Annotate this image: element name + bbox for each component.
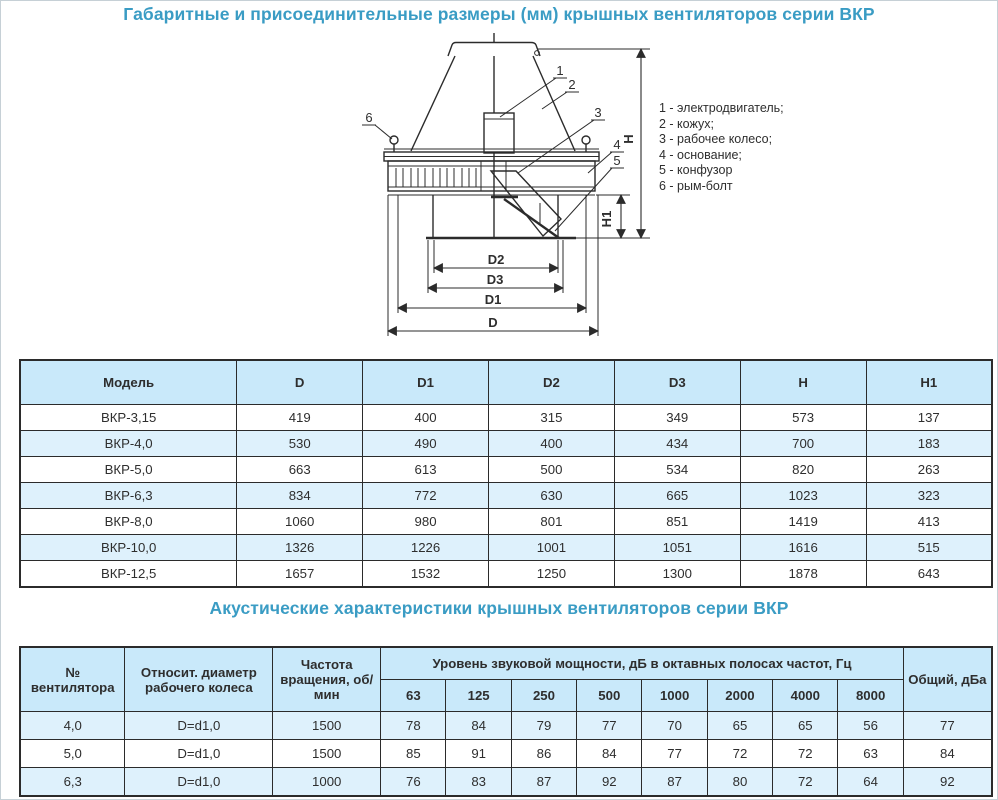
column-header-total: Общий, дБа — [903, 647, 992, 712]
dim-label-h1: H1 — [599, 210, 614, 228]
table-cell: 72 — [773, 768, 838, 797]
table-cell: 772 — [363, 483, 489, 509]
column-header-model: Модель — [20, 360, 237, 405]
part-label-2: 2 — [568, 77, 576, 92]
table-cell: 85 — [381, 740, 446, 768]
column-header-freq-1000: 1000 — [642, 680, 707, 712]
table-cell: 530 — [237, 431, 363, 457]
column-header-freq-125: 125 — [446, 680, 511, 712]
fan-drawing-svg — [348, 27, 660, 351]
table-cell: ВКР-4,0 — [20, 431, 237, 457]
column-header-freq-4000: 4000 — [773, 680, 838, 712]
table-cell: 72 — [773, 740, 838, 768]
column-header-sound-power-group: Уровень звуковой мощности, дБ в октавных полосах частот, Гц — [381, 647, 904, 680]
table-cell: 1878 — [740, 561, 866, 588]
column-header-freq-63: 63 — [381, 680, 446, 712]
table-cell: 1500 — [273, 712, 381, 740]
table-cell: 137 — [866, 405, 992, 431]
table-cell: 76 — [381, 768, 446, 797]
dimensions-table-body — [20, 405, 992, 588]
acoustic-table-body — [20, 712, 992, 797]
table-cell: 78 — [381, 712, 446, 740]
table-row — [20, 712, 992, 740]
table-cell: ВКР-3,15 — [20, 405, 237, 431]
table-cell: 630 — [488, 483, 614, 509]
table-cell: 500 — [488, 457, 614, 483]
table-cell: 315 — [488, 405, 614, 431]
fan-drawing — [348, 27, 660, 351]
table-cell: 77 — [577, 712, 642, 740]
table-cell: 56 — [838, 712, 903, 740]
column-header-d: D — [237, 360, 363, 405]
column-header-fan-number — [20, 647, 125, 712]
page-title-dimensions: Габаритные и присоединительные размеры (мм) крышных вентиляторов серии ВКР — [123, 4, 875, 24]
table-cell: 1000 — [273, 768, 381, 797]
table-cell: 92 — [903, 768, 992, 797]
table-cell: 65 — [773, 712, 838, 740]
legend-item: 5 - конфузор — [659, 163, 733, 178]
table-cell: 92 — [577, 768, 642, 797]
table-cell: 263 — [866, 457, 992, 483]
table-row — [20, 509, 992, 535]
dim-label-d3: D3 — [486, 272, 504, 287]
table-cell: 84 — [446, 712, 511, 740]
column-header-h1: H1 — [866, 360, 992, 405]
table-cell: 400 — [363, 405, 489, 431]
column-header-freq-2000: 2000 — [707, 680, 772, 712]
table-row — [20, 535, 992, 561]
table-cell: 183 — [866, 431, 992, 457]
table-cell: 1419 — [740, 509, 866, 535]
column-header-h: H — [740, 360, 866, 405]
part-label-5: 5 — [613, 153, 621, 168]
table-cell: ВКР-12,5 — [20, 561, 237, 588]
legend-item: 2 - кожух; — [659, 116, 714, 131]
table-cell: 1250 — [488, 561, 614, 588]
dimensions-table-header-row — [20, 360, 992, 405]
table-cell: 573 — [740, 405, 866, 431]
table-cell: 1226 — [363, 535, 489, 561]
legend-item: 1 - электродвигатель; — [659, 101, 784, 115]
table-cell: 77 — [903, 712, 992, 740]
table-cell: 79 — [511, 712, 576, 740]
legend-item: 3 - рабочее колесо; — [659, 132, 773, 147]
table-cell: 1001 — [488, 535, 614, 561]
table-cell: 65 — [707, 712, 772, 740]
table-row — [20, 431, 992, 457]
legend-item: 6 - рым-болт — [659, 178, 733, 193]
dim-label-h: H — [621, 134, 636, 144]
table-row — [20, 768, 992, 797]
table-cell: 980 — [363, 509, 489, 535]
table-cell: 1051 — [614, 535, 740, 561]
table-cell: 434 — [614, 431, 740, 457]
table-cell: 77 — [642, 740, 707, 768]
table-cell: 84 — [903, 740, 992, 768]
part-label-1: 1 — [556, 63, 564, 78]
column-header-d2: D2 — [488, 360, 614, 405]
table-cell: 851 — [614, 509, 740, 535]
table-cell: D=d1,0 — [125, 712, 273, 740]
table-cell: 91 — [446, 740, 511, 768]
column-header-freq-8000: 8000 — [838, 680, 903, 712]
table-row — [20, 405, 992, 431]
table-cell: 613 — [363, 457, 489, 483]
table-cell: 63 — [838, 740, 903, 768]
table-cell: 86 — [511, 740, 576, 768]
table-cell: 663 — [237, 457, 363, 483]
table-cell: 515 — [866, 535, 992, 561]
table-row — [20, 740, 992, 768]
table-cell: 801 — [488, 509, 614, 535]
table-cell: 820 — [740, 457, 866, 483]
part-label-3: 3 — [594, 105, 602, 120]
table-cell: 80 — [707, 768, 772, 797]
table-cell: 1532 — [363, 561, 489, 588]
table-cell: 1300 — [614, 561, 740, 588]
table-cell: 87 — [511, 768, 576, 797]
column-header-freq-250: 250 — [511, 680, 576, 712]
table-cell: 5,0 — [20, 740, 125, 768]
table-cell: 4,0 — [20, 712, 125, 740]
table-row — [20, 457, 992, 483]
column-header-fan-number-label: № вентилятора — [30, 664, 115, 695]
table-cell: 1500 — [273, 740, 381, 768]
table-cell: ВКР-8,0 — [20, 509, 237, 535]
table-cell: 6,3 — [20, 768, 125, 797]
table-cell: 70 — [642, 712, 707, 740]
table-cell: 834 — [237, 483, 363, 509]
table-row — [20, 483, 992, 509]
table-cell: 419 — [237, 405, 363, 431]
table-cell: 64 — [838, 768, 903, 797]
column-header-freq-500: 500 — [577, 680, 642, 712]
table-cell: 534 — [614, 457, 740, 483]
dim-label-d2: D2 — [487, 252, 505, 267]
table-cell: ВКР-5,0 — [20, 457, 237, 483]
page-title-acoustic: Акустические характеристики крышных вентиляторов серии ВКР — [209, 598, 789, 618]
part-label-6: 6 — [365, 110, 373, 125]
table-cell: 1326 — [237, 535, 363, 561]
table-cell: 323 — [866, 483, 992, 509]
table-cell: 349 — [614, 405, 740, 431]
table-cell: 643 — [866, 561, 992, 588]
table-cell: 1657 — [237, 561, 363, 588]
column-header-d1: D1 — [363, 360, 489, 405]
acoustic-table — [19, 646, 993, 797]
table-cell: 700 — [740, 431, 866, 457]
table-cell: 400 — [488, 431, 614, 457]
dim-label-d: D — [488, 315, 498, 330]
table-cell: D=d1,0 — [125, 740, 273, 768]
table-cell: 1023 — [740, 483, 866, 509]
table-cell: 72 — [707, 740, 772, 768]
table-cell: ВКР-6,3 — [20, 483, 237, 509]
dimensions-table — [19, 359, 993, 588]
table-cell: 665 — [614, 483, 740, 509]
table-cell: 413 — [866, 509, 992, 535]
table-cell: 1060 — [237, 509, 363, 535]
column-header-rotation-speed: Частота вращения, об/мин — [273, 647, 381, 712]
part-label-4: 4 — [613, 137, 621, 152]
acoustic-table-header-row-1 — [20, 647, 992, 680]
table-cell: D=d1,0 — [125, 768, 273, 797]
parts-legend — [659, 101, 784, 195]
table-cell: 87 — [642, 768, 707, 797]
table-cell: 84 — [577, 740, 642, 768]
column-header-rel-diameter: Относит. диаметр рабочего колеса — [125, 647, 273, 712]
table-cell: 490 — [363, 431, 489, 457]
dim-label-d1: D1 — [484, 292, 502, 307]
column-header-d3: D3 — [614, 360, 740, 405]
table-row — [20, 561, 992, 588]
table-cell: 1616 — [740, 535, 866, 561]
legend-item: 4 - основание; — [659, 147, 742, 162]
table-cell: 83 — [446, 768, 511, 797]
table-cell: ВКР-10,0 — [20, 535, 237, 561]
